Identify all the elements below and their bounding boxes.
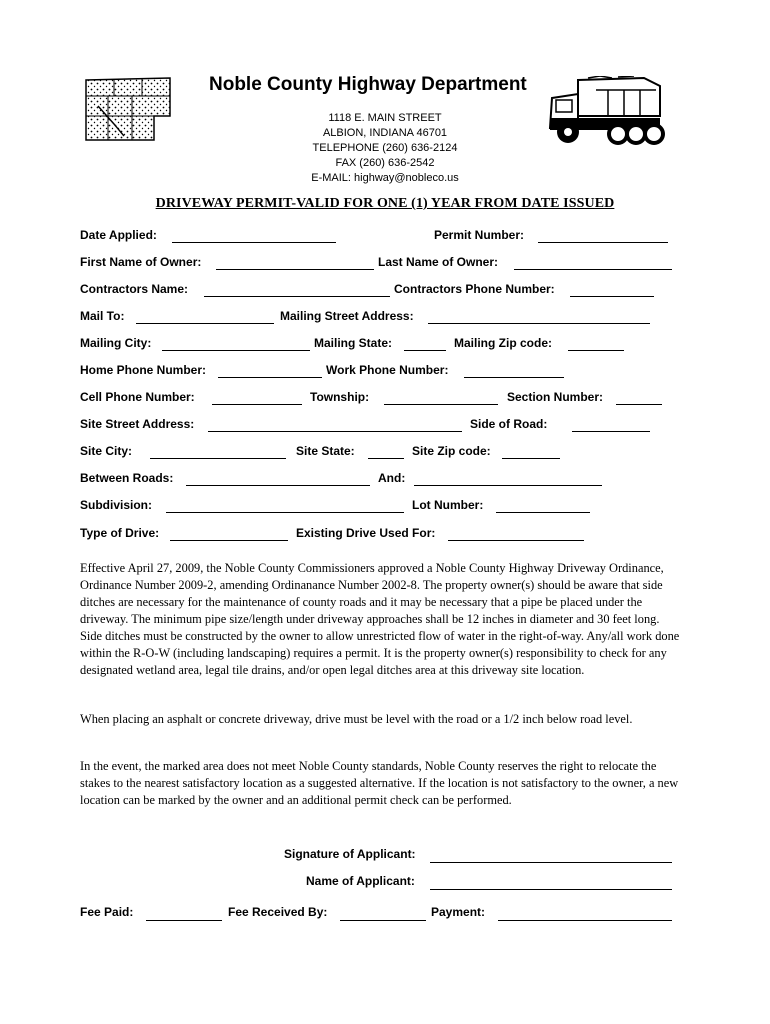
site-city-label: Site City: [80, 444, 133, 458]
existing-drive-label: Existing Drive Used For: [296, 526, 436, 540]
home-phone-label: Home Phone Number: [80, 363, 207, 377]
stakes-paragraph: In the event, the marked area does not meet Noble County standards, Noble County reserves the right to relocate the stakes to the nearest satisfactory location as a suggested alternative. If the location is not satisfactory to the owner, a new location can be marked by the owner and an additional permit check can be performed. [80, 759, 679, 807]
site-state-label: Site State: [296, 444, 355, 458]
between-roads-field[interactable] [186, 485, 370, 486]
mailing-state-field[interactable] [404, 350, 446, 351]
side-of-road-field[interactable] [572, 431, 650, 432]
fee-paid-field[interactable] [146, 920, 222, 921]
mail-to-label: Mail To: [80, 309, 125, 323]
telephone: TELEPHONE (260) 636-2124 [312, 142, 458, 154]
and-label: And: [378, 471, 406, 485]
mailing-city-field[interactable] [162, 350, 310, 351]
township-field[interactable] [384, 404, 498, 405]
work-phone-label: Work Phone Number: [326, 363, 449, 377]
permit-number-field[interactable] [538, 242, 668, 243]
side-of-road-label: Side of Road: [470, 417, 548, 431]
lot-number-field[interactable] [496, 512, 590, 513]
site-zip-field[interactable] [502, 458, 560, 459]
contractors-name-label: Contractors Name: [80, 282, 189, 296]
last-name-label: Last Name of Owner: [378, 255, 499, 269]
address-city: ALBION, INDIANA 46701 [322, 127, 448, 139]
cell-phone-field[interactable] [212, 404, 302, 405]
first-name-label: First Name of Owner: [80, 255, 202, 269]
site-city-field[interactable] [150, 458, 286, 459]
driveway-level-paragraph: When placing an asphalt or concrete driveway, drive must be level with the road or a 1/2 inch below road level. [80, 712, 633, 726]
signature-label: Signature of Applicant: [284, 847, 416, 861]
applicant-name-label: Name of Applicant: [306, 874, 415, 888]
mailing-street-field[interactable] [428, 323, 650, 324]
date-applied-field[interactable] [172, 242, 336, 243]
fee-paid-label: Fee Paid: [80, 905, 134, 919]
and-field[interactable] [414, 485, 602, 486]
first-name-field[interactable] [216, 269, 374, 270]
site-street-field[interactable] [208, 431, 462, 432]
work-phone-field[interactable] [464, 377, 564, 378]
permit-number-label: Permit Number: [434, 228, 525, 242]
mailing-state-label: Mailing State: [314, 336, 393, 350]
cell-phone-label: Cell Phone Number: [80, 390, 195, 404]
applicant-name-field[interactable] [430, 889, 672, 890]
mailing-city-label: Mailing City: [80, 336, 152, 350]
site-state-field[interactable] [368, 458, 404, 459]
section-number-field[interactable] [616, 404, 662, 405]
site-zip-label: Site Zip code: [412, 444, 491, 458]
permit-title: DRIVEWAY PERMIT-VALID FOR ONE (1) YEAR FROM DATE ISSUED [155, 196, 615, 211]
subdivision-label: Subdivision: [80, 498, 152, 512]
type-of-drive-field[interactable] [170, 540, 288, 541]
lot-number-label: Lot Number: [412, 498, 484, 512]
date-applied-label: Date Applied: [80, 228, 157, 242]
signature-field[interactable] [430, 862, 672, 863]
existing-drive-field[interactable] [448, 540, 584, 541]
last-name-field[interactable] [514, 269, 672, 270]
ordinance-paragraph: Effective April 27, 2009, the Noble County Commissioners approved a Noble County Highway Driveway Ordinance, Ordinance Number 2009-2, amending Ordinanance Number 2002-8. The property owner(s) should be aware that side ditches are necessary for the maintenance of county roads and it may be necessary that a pipe be placed under the driveway. The minimum pipe size/length under driveway approaches shall be 12 inches in diameter and 30 feet long. Side ditches must be constructed by the owner to allow unrestricted flow of water in the right-of-way. Any/all work done within the R-O-W (including landscaping) requires a permit. It is the property owner(s) responsibility to check for any designated wetland area, legal tile drains, and/or open legal ditches area at this driveway site location. [80, 561, 680, 677]
payment-field[interactable] [498, 920, 672, 921]
email: E-MAIL: highway@nobleco.us [311, 172, 459, 184]
contractors-phone-label: Contractors Phone Number: [394, 282, 555, 296]
fee-received-label: Fee Received By: [228, 905, 328, 919]
site-street-label: Site Street Address: [80, 417, 195, 431]
subdivision-field[interactable] [166, 512, 404, 513]
township-label: Township: [310, 390, 370, 404]
contractors-name-field[interactable] [204, 296, 390, 297]
contractors-phone-field[interactable] [570, 296, 654, 297]
fee-received-field[interactable] [340, 920, 426, 921]
mailing-street-label: Mailing Street Address: [280, 309, 414, 323]
fax: FAX (260) 636-2542 [335, 157, 435, 169]
payment-label: Payment: [431, 905, 486, 919]
address-street: 1118 E. MAIN STREET [328, 112, 442, 124]
type-of-drive-label: Type of Drive: [80, 526, 160, 540]
between-roads-label: Between Roads: [80, 471, 174, 485]
mailing-zip-field[interactable] [568, 350, 624, 351]
mail-to-field[interactable] [136, 323, 274, 324]
mailing-zip-label: Mailing Zip code: [454, 336, 552, 350]
home-phone-field[interactable] [218, 377, 322, 378]
section-number-label: Section Number: [507, 390, 604, 404]
